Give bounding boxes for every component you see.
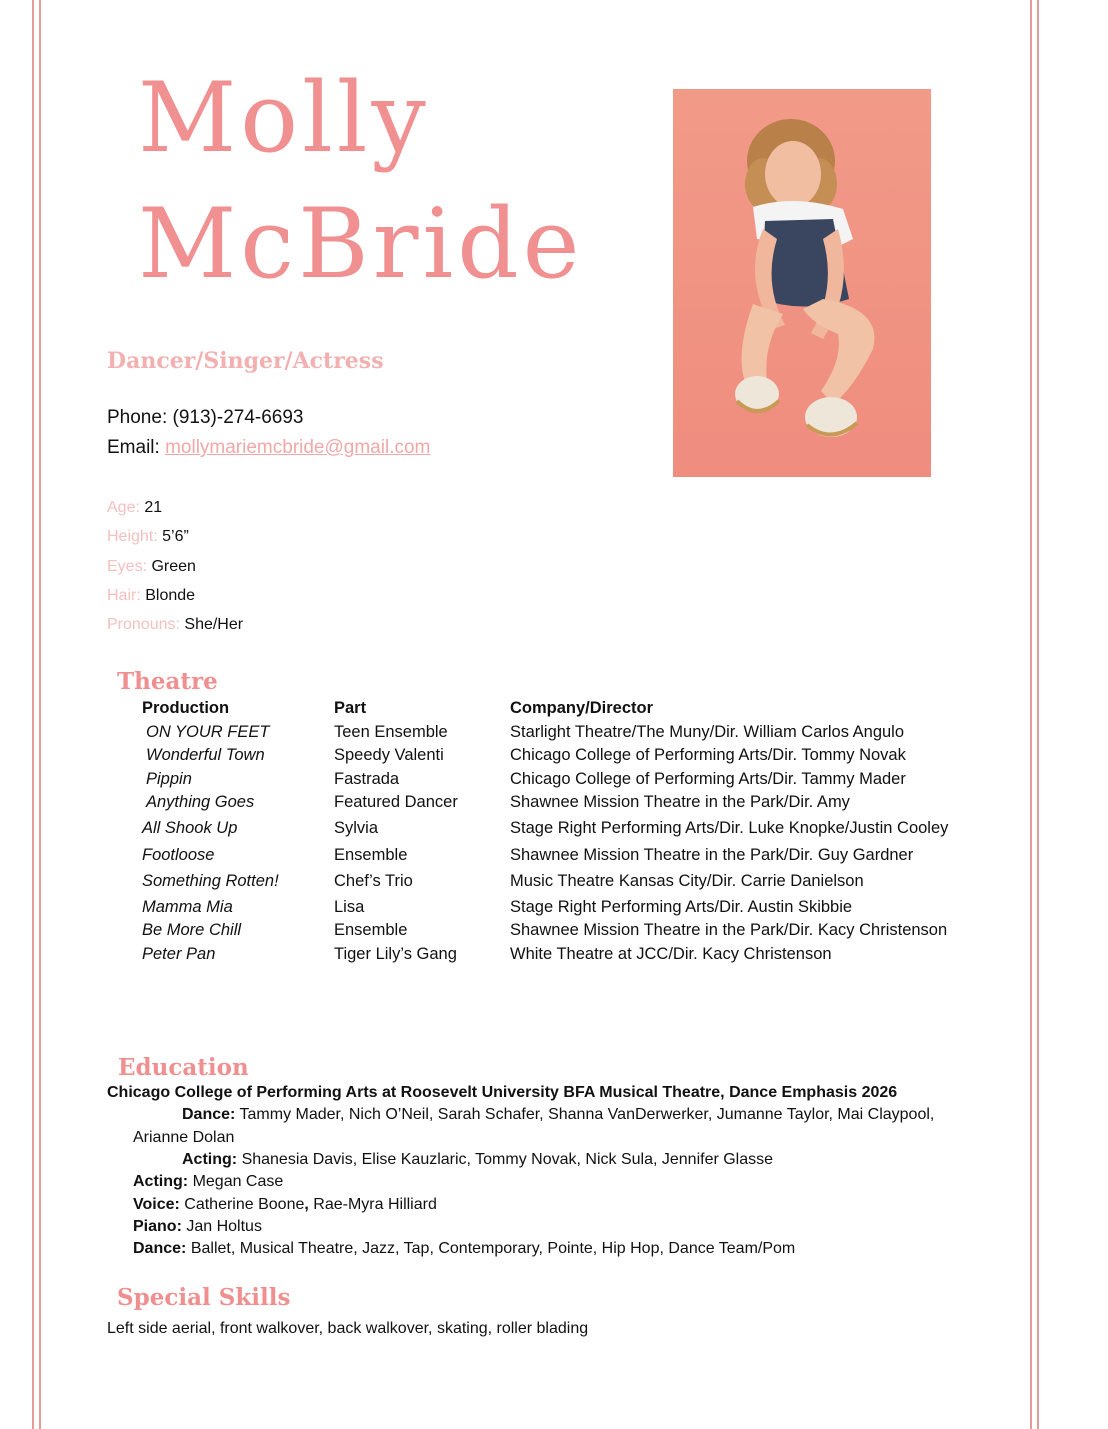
part-cell: Ensemble xyxy=(334,846,408,864)
dance2-label: Dance: xyxy=(133,1240,187,1257)
company-cell: Shawnee Mission Theatre in the Park/Dir. Guy Gardner xyxy=(510,846,914,864)
phone-number: (913)-274-6693 xyxy=(172,407,304,428)
part-cell: Lisa xyxy=(334,898,365,916)
dance-styles: Ballet, Musical Theatre, Jazz, Tap, Contemporary, Pointe, Hip Hop, Dance Team/Pom xyxy=(190,1240,796,1257)
production-cell: All Shook Up xyxy=(142,819,238,837)
part-cell: Fastrada xyxy=(334,770,400,788)
production-cell: Peter Pan xyxy=(142,945,216,963)
stat-value: Green xyxy=(151,558,196,575)
education-heading: Education xyxy=(118,1054,249,1081)
dance-teachers-continued: Arianne Dolan xyxy=(133,1129,235,1146)
production-cell: ON YOUR FEET xyxy=(146,723,270,741)
company-cell: Starlight Theatre/The Muny/Dir. William Carlos Angulo xyxy=(510,723,905,741)
production-cell: Wonderful Town xyxy=(146,746,265,764)
company-cell: Shawnee Mission Theatre in the Park/Dir. Kacy Christenson xyxy=(510,921,948,939)
part-cell: Sylvia xyxy=(334,819,379,837)
voice-teacher-2: Rae-Myra Hilliard xyxy=(313,1196,437,1213)
left-border-inner xyxy=(39,0,41,1429)
stat-label: Hair: xyxy=(107,587,141,604)
production-header: Production xyxy=(142,699,230,717)
part-cell: Teen Ensemble xyxy=(334,723,448,741)
stat-label: Eyes: xyxy=(107,558,148,575)
production-cell: Mamma Mia xyxy=(142,898,233,916)
company-cell: Chicago College of Performing Arts/Dir. Tammy Mader xyxy=(510,770,906,788)
tagline: Dancer/Singer/Actress xyxy=(107,348,384,374)
production-cell: Something Rotten! xyxy=(142,872,279,890)
company-cell: Stage Right Performing Arts/Dir. Luke Knopke/Justin Cooley xyxy=(510,819,949,837)
dance-label: Dance: xyxy=(182,1106,236,1123)
company-cell: Stage Right Performing Arts/Dir. Austin Skibbie xyxy=(510,898,853,916)
dance-teachers: Tammy Mader, Nich O’Neil, Sarah Schafer, Shanna VanDerwerker, Jumanne Taylor, Mai Claypool, xyxy=(239,1106,935,1123)
email-label: Email: xyxy=(107,437,160,458)
part-header: Part xyxy=(334,699,367,717)
voice-teacher-1: Catherine Boone xyxy=(184,1196,305,1213)
piano-line xyxy=(133,1218,262,1236)
last-name: McBride xyxy=(138,188,584,300)
production-cell: Footloose xyxy=(142,846,215,864)
part-cell: Featured Dancer xyxy=(334,793,458,811)
stat-hair xyxy=(107,587,195,605)
part-cell: Tiger Lily’s Gang xyxy=(334,945,457,963)
part-cell: Speedy Valenti xyxy=(334,746,444,764)
skills-heading: Special Skills xyxy=(117,1284,291,1311)
part-cell: Ensemble xyxy=(334,921,408,939)
piano-label: Piano: xyxy=(133,1218,182,1235)
production-cell: Be More Chill xyxy=(142,921,242,939)
school-line: Chicago College of Performing Arts at Roosevelt University BFA Musical Theatre, Dance Emphasis 2026 xyxy=(107,1084,898,1101)
right-border-outer xyxy=(1037,0,1039,1429)
stat-label: Age: xyxy=(107,499,140,516)
acting-teachers: Shanesia Davis, Elise Kauzlaric, Tommy Novak, Nick Sula, Jennifer Glasse xyxy=(241,1151,774,1168)
company-header: Company/Director xyxy=(510,699,654,717)
theatre-heading: Theatre xyxy=(117,668,218,695)
company-cell: White Theatre at JCC/Dir. Kacy Christenson xyxy=(510,945,832,963)
headshot-photo xyxy=(673,89,931,477)
first-name: Molly xyxy=(138,62,430,174)
company-cell: Music Theatre Kansas City/Dir. Carrie Danielson xyxy=(510,872,864,890)
stat-eyes xyxy=(107,558,196,576)
voice-separator: , xyxy=(304,1196,309,1213)
dance-teachers-line xyxy=(182,1106,934,1124)
voice-line xyxy=(133,1196,437,1214)
stat-label: Pronouns: xyxy=(107,616,180,633)
stat-value: She/Her xyxy=(184,616,244,633)
acting2-teacher: Megan Case xyxy=(192,1173,284,1190)
acting-teachers-line xyxy=(182,1151,773,1169)
voice-label: Voice: xyxy=(133,1196,180,1213)
dance-styles-line xyxy=(133,1240,795,1258)
acting-label: Acting: xyxy=(182,1151,238,1168)
acting-private-line xyxy=(133,1173,283,1191)
company-cell: Shawnee Mission Theatre in the Park/Dir. Amy xyxy=(510,793,850,811)
company-cell: Chicago College of Performing Arts/Dir. Tommy Novak xyxy=(510,746,906,764)
email-link[interactable]: mollymariemcbride@gmail.com xyxy=(165,437,431,458)
stat-value: 21 xyxy=(144,499,163,516)
stat-height xyxy=(107,528,189,546)
stat-value: 5’6” xyxy=(162,528,189,545)
left-border-outer xyxy=(32,0,34,1429)
phone-line xyxy=(107,407,304,429)
piano-teacher: Jan Holtus xyxy=(186,1218,262,1235)
stat-pronouns xyxy=(107,616,243,634)
production-cell: Pippin xyxy=(146,770,192,788)
part-cell: Chef’s Trio xyxy=(334,872,413,890)
stat-label: Height: xyxy=(107,528,158,545)
production-cell: Anything Goes xyxy=(146,793,255,811)
phone-label: Phone: xyxy=(107,407,168,428)
email-line xyxy=(107,437,430,459)
stat-age xyxy=(107,499,162,517)
skills-text: Left side aerial, front walkover, back walkover, skating, roller blading xyxy=(107,1320,589,1337)
right-border-inner xyxy=(1030,0,1032,1429)
acting2-label: Acting: xyxy=(133,1173,189,1190)
stat-value: Blonde xyxy=(145,587,196,604)
